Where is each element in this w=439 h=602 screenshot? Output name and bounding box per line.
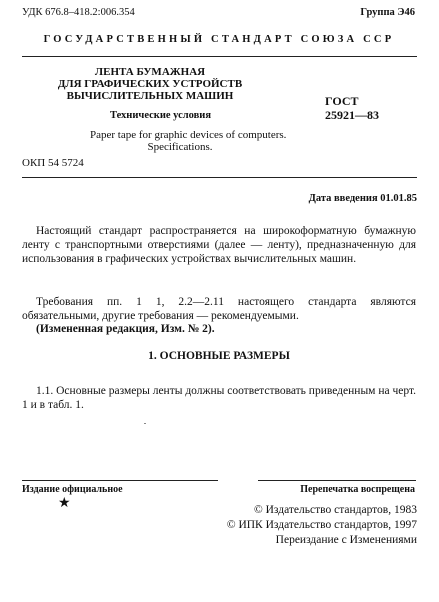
top-rule	[22, 56, 417, 57]
title-line-3: ВЫЧИСЛИТЕЛЬНЫХ МАШИН	[66, 90, 234, 102]
footer-rule-left	[22, 480, 218, 481]
date-value: 01.01.85	[380, 193, 417, 204]
gost-number: 25921—83	[325, 108, 379, 122]
udk-code: УДК 676.8–418.2:006.354	[22, 7, 135, 18]
section-paragraph: 1.1. Основные размеры ленты должны соответствовать приведенным на черт. 1 и в табл. 1.	[22, 385, 416, 411]
reprint-prohibited-label: Перепечатка воспрещена	[300, 484, 415, 495]
english-title-line-1: Paper tape for graphic devices of computers.	[90, 129, 287, 141]
middle-rule	[22, 177, 417, 178]
copyright-line-1: © Издательство стандартов, 1983	[253, 504, 417, 516]
title-line-2: ДЛЯ ГРАФИЧЕСКИХ УСТРОЙСТВ	[57, 78, 243, 90]
english-title-line-2: Specifications.	[147, 141, 213, 153]
official-edition-label: Издание официальное	[22, 484, 123, 495]
requirements-paragraph: Требования пп. 1 1, 2.2—2.11 настоящего стандарта являются обязательными, другие требования — рекомендуемыми.	[22, 296, 416, 322]
star-icon: ★	[58, 496, 71, 511]
gost-label: ГОСТ	[325, 94, 359, 108]
amendment-note: (Измененная редакция, Изм. № 2).	[36, 323, 215, 335]
section-heading: 1. ОСНОВНЫЕ РАЗМЕРЫ	[148, 350, 290, 362]
copyright-line-2: © ИПК Издательство стандартов, 1997	[226, 519, 417, 531]
scope-paragraph: Настоящий стандарт распространяется на широкоформатную бумажную ленту с транспортными отверстиями (далее — ленту), предназначенную для использования в графических устройствах вычислительных машин.	[22, 225, 416, 265]
english-title	[90, 129, 287, 153]
date-label: Дата введения	[308, 193, 378, 204]
title-line-1: ЛЕНТА БУМАЖНАЯ	[94, 66, 206, 78]
okp-code: ОКП 54 5724	[22, 157, 84, 169]
group-code: Группа Э46	[360, 7, 415, 18]
document-subtitle: Технические условия	[110, 110, 212, 121]
introduction-date	[309, 193, 417, 204]
scan-mark	[144, 423, 146, 424]
state-standard-banner: ГОСУДАРСТВЕННЫЙ СТАНДАРТ СОЮЗА ССР	[43, 34, 395, 45]
reissue-note: Переиздание с Изменениями	[275, 534, 417, 546]
footer-rule-right	[258, 480, 416, 481]
document-title	[40, 66, 260, 102]
